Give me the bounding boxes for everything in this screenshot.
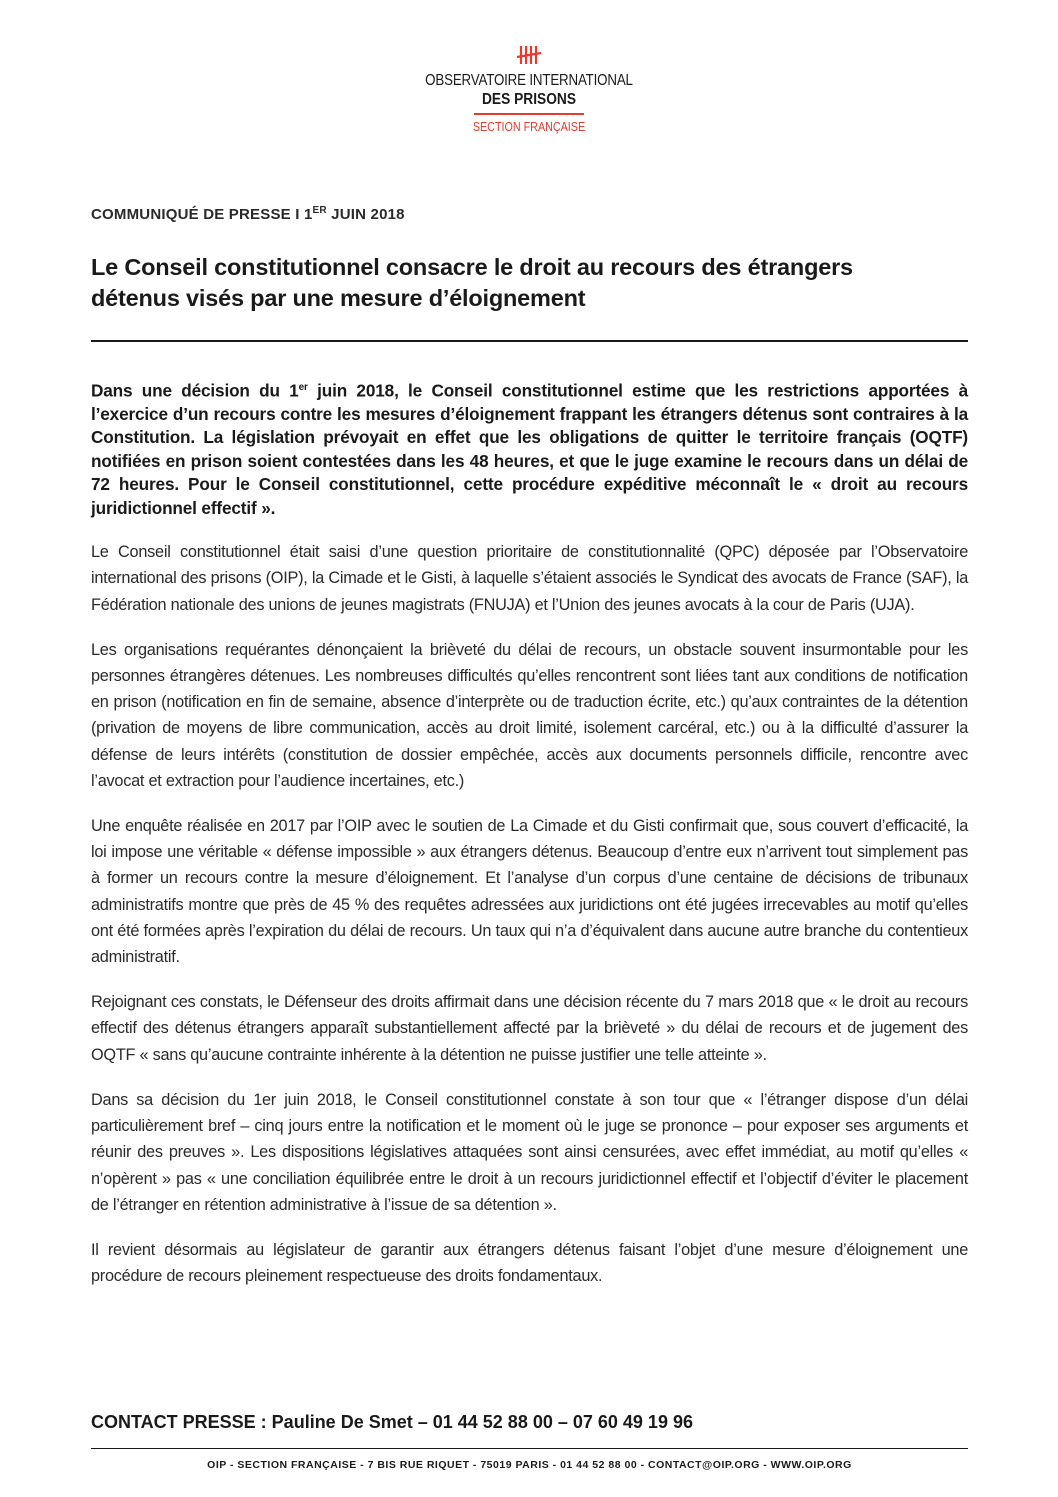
kicker-prefix: COMMUNIQUÉ DE PRESSE I 1 bbox=[91, 206, 313, 223]
footer-address: OIP - SECTION FRANÇAISE - 7 BIS RUE RIQUET - 75019 PARIS - 01 44 52 88 00 - CONTACT@OIP.ORG - WWW.OIP.ORG bbox=[207, 1459, 852, 1471]
kicker-superscript: ER bbox=[312, 205, 327, 216]
title-divider bbox=[91, 340, 968, 342]
page-title bbox=[91, 252, 968, 314]
body-paragraph-6: Il revient désormais au législateur de garantir aux étrangers détenus faisant l’objet d’une mesure d’éloignement une procédure de recours pleinement respectueuse des droits fondamentaux. bbox=[91, 1240, 968, 1286]
logo bbox=[0, 44, 1058, 135]
press-release-kicker bbox=[91, 200, 968, 226]
lead-paragraph bbox=[91, 376, 968, 521]
kicker-suffix: JUIN 2018 bbox=[326, 206, 405, 223]
body-paragraph-5: Dans sa décision du 1er juin 2018, le Conseil constitutionnel constate à son tour que « l’étranger dispose d’un délai particulièrement bref – cinq jours entre la notification et le moment où le juge se prononce – pour exposer ses arguments et réunir des preuves ». Les dispositions législatives attaquées sont ainsi censurées, avec effet immédiat, au motif qu’elles « n’opèrent » pas « une conciliation équilibrée entre le droit à un recours juridictionnel effectif et l’objectif d’éviter le placement de l’étranger en rétention administrative à l’issue de sa détention ». bbox=[91, 1090, 968, 1214]
press-release-body bbox=[91, 200, 968, 1289]
body-paragraph-2: Les organisations requérantes dénonçaient la brièveté du délai de recours, un obstacle souvent insurmontable pour les personnes étrangères détenues. Les nombreuses difficultés qu’elles rencontrent sont liées tant aux conditions de notification en prison (notification en fin de semaine, absence d’interprète ou de traduction écrite, etc.) qu’aux contraintes de la détention (privation de moyens de libre communication, accès au droit limité, isolement carcéral, etc.) ou à la difficulté d’assurer la défense de leurs intérêts (constitution de dossier empêchée, accès aux documents personnels difficile, rencontre avec l’avocat et extraction pour l’audience incertaines, etc.) bbox=[91, 640, 968, 790]
tally-bars-icon bbox=[516, 44, 542, 66]
page-title-line2: détenus visés par une mesure d’éloignement bbox=[91, 285, 586, 311]
logo-subtitle: SECTION FRANÇAISE bbox=[472, 120, 586, 134]
body-paragraph-4: Rejoignant ces constats, le Défenseur des droits affirmait dans une décision récente du 7 mars 2018 que « le droit au recours effectif des détenus étrangers apparaît substantiellement affecté par la brièveté » du délai de recours et de jugement des OQTF « sans qu’aucune contrainte inhérente à la détention ne puisse justifier une telle atteinte ». bbox=[91, 993, 968, 1064]
lead-prefix: Dans une décision du 1 bbox=[91, 380, 299, 401]
lead-superscript: er bbox=[298, 381, 308, 393]
footer-divider bbox=[91, 1448, 968, 1449]
logo-divider bbox=[474, 113, 584, 115]
press-contact: CONTACT PRESSE : Pauline De Smet – 01 44 52 88 00 – 07 60 49 19 96 bbox=[91, 1412, 693, 1432]
logo-title-line2: DES PRISONS bbox=[481, 91, 577, 108]
body-paragraph-3: Une enquête réalisée en 2017 par l’OIP avec le soutien de La Cimade et du Gisti confirmait que, sous couvert d’efficacité, la loi impose une véritable « défense impossible » aux étrangers détenus. Beaucoup d’entre eux n’arrivent tout simplement pas à former un recours contre la mesure d’éloignement. Et l’analyse d’un corpus d’une centaine de décisions de tribunaux administratifs montre que près de 45 % des requêtes adressées aux juridictions ont été jugées irrecevables au motif qu’elles ont été formées après l’expiration du délai de recours. Un taux qui n’a d’équivalent dans aucune autre branche du contentieux administratif. bbox=[91, 817, 968, 967]
page-title-line1: Le Conseil constitutionnel consacre le droit au recours des étrangers bbox=[91, 254, 853, 280]
body-paragraph-1: Le Conseil constitutionnel était saisi d’une question prioritaire de constitutionnalité (QPC) déposée par l’Observatoire international des prisons (OIP), la Cimade et le Gisti, à laquelle s’étaient associés le Syndicat des avocats de France (SAF), la Fédération nationale des unions de jeunes magistrats (FNUJA) et l’Union des jeunes avocats à la cour de Paris (UJA). bbox=[91, 543, 968, 614]
logo-title-line1: OBSERVATOIRE INTERNATIONAL bbox=[425, 72, 633, 89]
lead-text: juin 2018, le Conseil constitutionnel estime que les restrictions apportées à l’exercice d’un recours contre les mesures d’éloignement frappant les étrangers détenus sont contraires à la Constitution. La législation prévoyait en effet que les obligations de quitter le territoire français (OQTF) notifiées en prison soient contestées dans les 48 heures, et que le juge examine le recours dans un délai de 72 heures. Pour le Conseil constitutionnel, cette procédure expéditive méconnaît le « droit au recours juridictionnel effectif ». bbox=[91, 380, 969, 518]
